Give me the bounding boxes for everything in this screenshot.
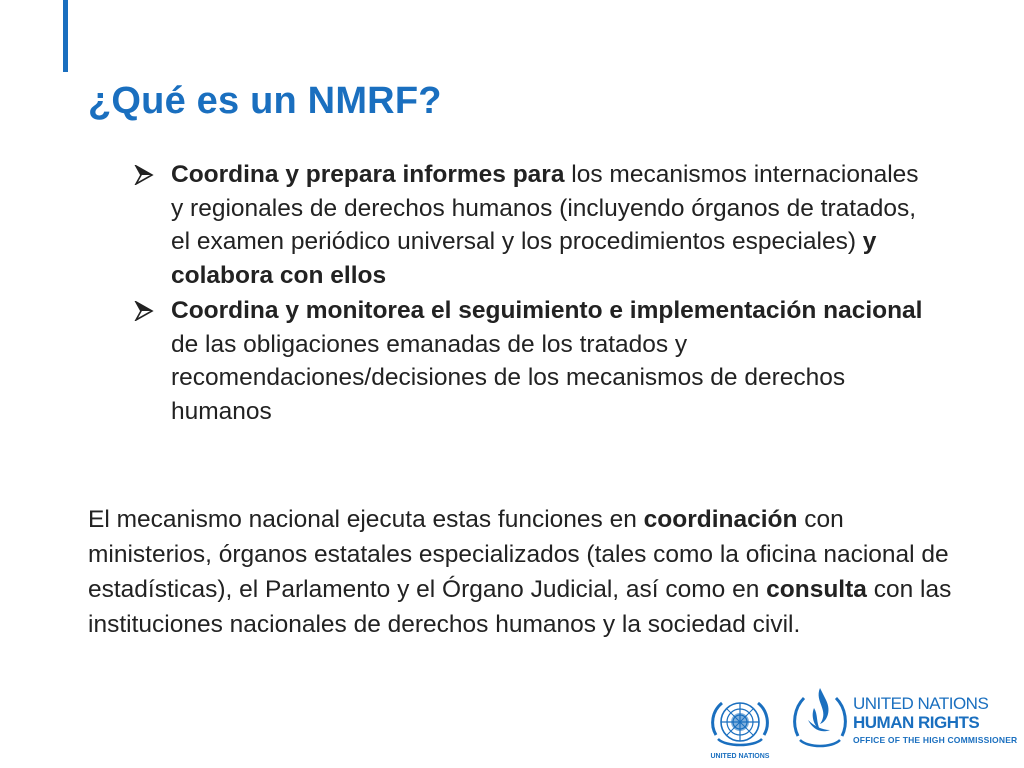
ohchr-logo-line1: UNITED NATIONS [853,694,989,713]
un-emblem-icon [706,693,774,753]
paragraph-text: El mecanismo nacional ejecuta estas funciones en [88,506,644,533]
ohchr-flame-icon [790,680,850,760]
summary-paragraph [88,502,968,642]
ohchr-logo-line3: OFFICE OF THE HIGH COMMISSIONER [853,735,1018,745]
arrowhead-bullet-icon [134,301,154,321]
paragraph-bold-consultation: consulta [766,576,867,603]
un-logo [706,693,774,768]
bullet-item-reporting [134,158,934,292]
paragraph-bold-coordination: coordinación [643,506,798,533]
arrowhead-bullet-icon [134,165,154,185]
bullet-bold-lead: Coordina y monitorea el seguimiento e implementación nacional [171,297,923,324]
paragraph-text: con las instituciones nacionales de derechos humanos y la sociedad civil. [88,576,952,638]
bullet-list [134,158,934,430]
bullet-bold-lead: Coordina y prepara informes para [171,161,565,188]
title-accent-bar [63,0,68,72]
ohchr-logo-line2: HUMAN RIGHTS [853,713,980,732]
bullet-text: los mecanismos internacionales y regionales de derechos humanos (incluyendo órganos de tratados, el examen periódico universal y los procedimientos especiales) [171,161,919,255]
slide-title: ¿Qué es un NMRF? [88,80,442,122]
bullet-item-monitoring [134,294,934,428]
bullet-bold-tail: y colabora con ellos [171,228,877,289]
un-logo-caption: UNITED NATIONS [710,753,770,760]
paragraph-text: con ministerios, órganos estatales especializados (tales como la oficina nacional de estadísticas), el Parlamento y el Órgano Judicial, así como en [88,506,949,603]
bullet-text: de las obligaciones emanadas de los tratados y recomendaciones/decisiones de los mecanismos de derechos humanos [171,330,846,425]
ohchr-logo [790,680,1018,760]
